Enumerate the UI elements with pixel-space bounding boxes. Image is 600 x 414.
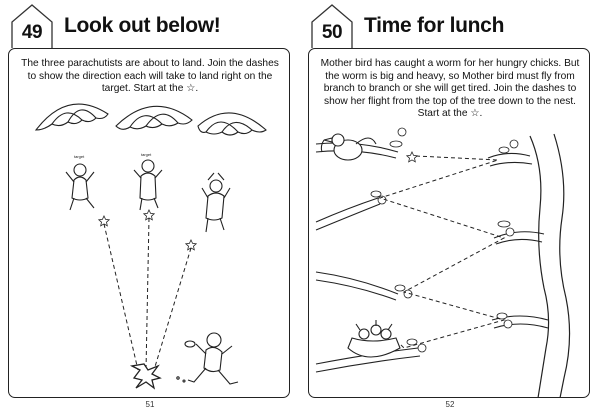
parachute-icon <box>198 113 266 135</box>
dashed-paths <box>104 218 191 370</box>
house-outline-icon <box>308 2 356 50</box>
house-outline-icon <box>8 2 56 50</box>
star-icon <box>407 152 417 162</box>
activity-number: 49 <box>21 22 43 43</box>
svg-text:target: target <box>74 154 85 159</box>
instructions-text: The three parachutists are about to land. Join the dashes to show the direction each will take to land right on the target. Start at the ☆. <box>21 58 279 95</box>
branch-icon <box>316 143 548 372</box>
svg-text:target: target <box>141 152 152 157</box>
parachute-icon <box>36 104 108 130</box>
page-number: 51 <box>145 400 155 409</box>
tree-trunk-icon <box>530 134 570 398</box>
parachute-icon <box>116 106 192 129</box>
parachutist-icon <box>177 333 238 384</box>
left-page <box>4 0 296 414</box>
parachutist-icon <box>66 154 94 210</box>
activity-number: 50 <box>321 22 343 43</box>
dashed-paths <box>380 156 504 348</box>
page-title: Time for lunch <box>364 14 505 37</box>
parachutist-icon <box>202 173 230 232</box>
star-icon <box>99 210 196 250</box>
instructions-text: Mother bird has caught a worm for her hungry chicks. But the worm is big and heavy, so Mother bird must fly from branch to branch or she will get tired. Join the dashes to show her flight from the top of the tree down to the nest. Start at the ☆. <box>320 58 580 120</box>
bird-icon <box>321 134 376 160</box>
page-title: Look out below! <box>64 14 221 37</box>
page-number: 52 <box>445 400 455 409</box>
right-page <box>304 0 596 414</box>
target-cross-icon <box>132 364 160 388</box>
nest-icon <box>348 320 400 357</box>
bird-flight-puzzle-illustration <box>308 48 590 398</box>
parachute-puzzle-illustration <box>8 48 290 398</box>
parachutist-icon <box>134 152 162 210</box>
